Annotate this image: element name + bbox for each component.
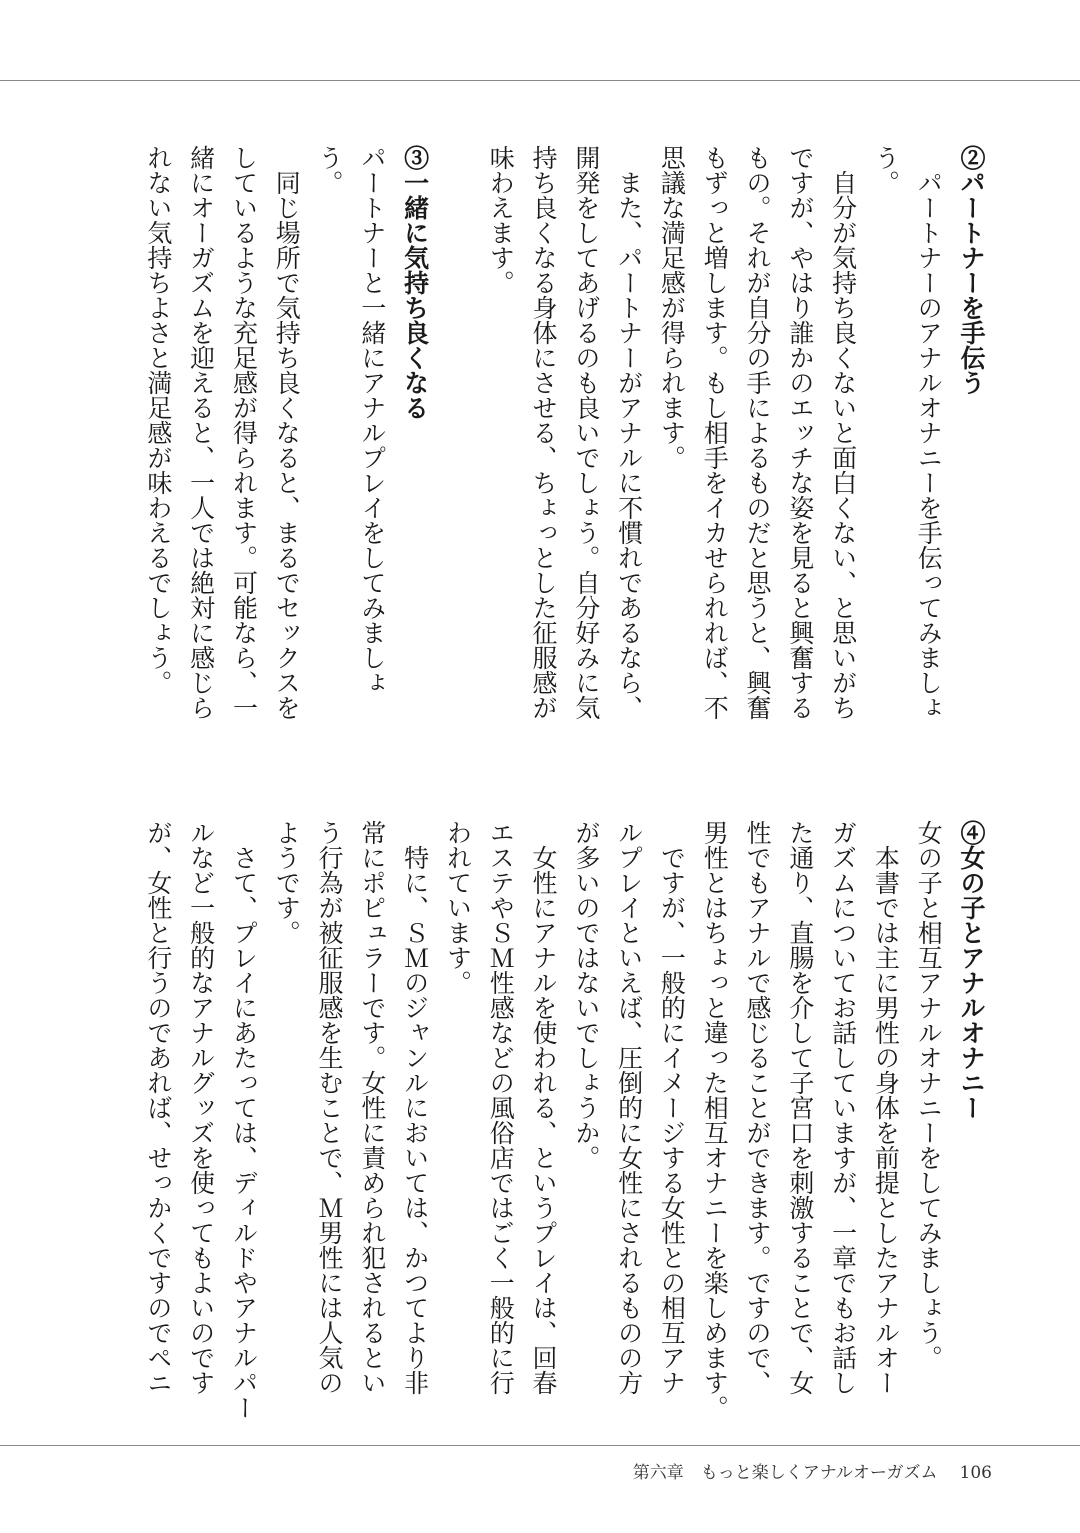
text-line: パートナーのアナルオナニーを手伝ってみましょ (914, 145, 944, 720)
section-heading: ②パートナーを手伝う (957, 145, 986, 395)
text-line: 常にポピュラーです。女性に責められ犯されるとい (357, 820, 387, 1395)
text-line: もの。それが自分の手によるものだと思うと、興奮 (743, 145, 773, 720)
text-line: 開発をしてあげるのも良いでしょう。自分好みに気 (571, 145, 601, 720)
text-line: 味わえます。 (486, 145, 516, 295)
text-line: 同じ場所で気持ち良くなると、まるでセックスを (272, 145, 302, 720)
page-number: 106 (959, 1463, 992, 1483)
upper-text-block (136, 145, 992, 735)
footer-rule (0, 1445, 1080, 1446)
text-line: う。 (315, 145, 345, 195)
text-line: 性でもアナルで感じることができます。ですので、 (743, 820, 773, 1395)
text-line: 本書では主に男性の身体を前提としたアナルオー (871, 820, 901, 1395)
text-line: 持ち良くなる身体にさせる、ちょっとした征服感が (529, 145, 559, 720)
text-line: エステやＳＭ性感などの風俗店ではごく一般的に行 (486, 820, 516, 1395)
text-line: ですが、一般的にイメージする女性との相互アナ (657, 820, 687, 1395)
text-line: ルなど一般的なアナルグッズを使ってもよいのです (186, 820, 216, 1395)
section-heading: ④女の子とアナルオナニー (957, 820, 986, 1120)
text-line: が、女性と行うのであれば、せっかくですのでペニ (143, 820, 173, 1395)
text-line: ようです。 (272, 820, 302, 945)
text-line: パートナーと一緒にアナルプレイをしてみましょ (357, 145, 387, 695)
text-line: 男性とはちょっと違った相互オナニーを楽しめます。 (700, 820, 730, 1420)
text-line: われています。 (443, 820, 473, 995)
chapter-title: 第六章 もっと楽しくアナルオーガズム (632, 1463, 938, 1483)
text-line: 自分が気持ち良くないと面白くない、と思いがち (828, 145, 858, 720)
text-line: 思議な満足感が得られます。 (657, 145, 687, 470)
text-line: さて、プレイにあたっては、ディルドやアナルパー (229, 820, 259, 1420)
text-line: ルプレイといえば、圧倒的に女性にされるものの方 (614, 820, 644, 1395)
text-line: 女性にアナルを使われる、というプレイは、回春 (529, 820, 559, 1395)
text-line: た通り、直腸を介して子宮口を刺激することで、女 (785, 820, 815, 1395)
text-line: う。 (871, 145, 901, 195)
page-footer (633, 1458, 992, 1483)
text-line: しているような充足感が得られます。可能なら、一 (229, 145, 259, 720)
text-line: ですが、やはり誰かのエッチな姿を見ると興奮する (785, 145, 815, 720)
text-line: れない気持ちよさと満足感が味わえるでしょう。 (143, 145, 173, 695)
text-line: 緒にオーガズムを迎えると、一人では絶対に感じら (186, 145, 216, 720)
section-gap (436, 145, 479, 735)
header-rule (0, 80, 1080, 81)
text-line: が多いのではないでしょうか。 (571, 820, 601, 1170)
text-line: また、パートナーがアナルに不慣れであるなら、 (614, 145, 644, 720)
lower-text-block (136, 820, 992, 1420)
text-line: ガズムについてお話していますが、一章でもお話し (828, 820, 858, 1395)
text-line: もずっと増します。もし相手をイカせられれば、不 (700, 145, 730, 720)
text-line: う行為が被征服感を生むことで、Ｍ男性には人気の (315, 820, 345, 1395)
text-line: 特に、ＳＭのジャンルにおいては、かつてより非 (400, 820, 430, 1395)
section-heading: ③一緒に気持ち良くなる (400, 145, 430, 420)
text-line: 女の子と相互アナルオナニーをしてみましょう。 (914, 820, 944, 1370)
